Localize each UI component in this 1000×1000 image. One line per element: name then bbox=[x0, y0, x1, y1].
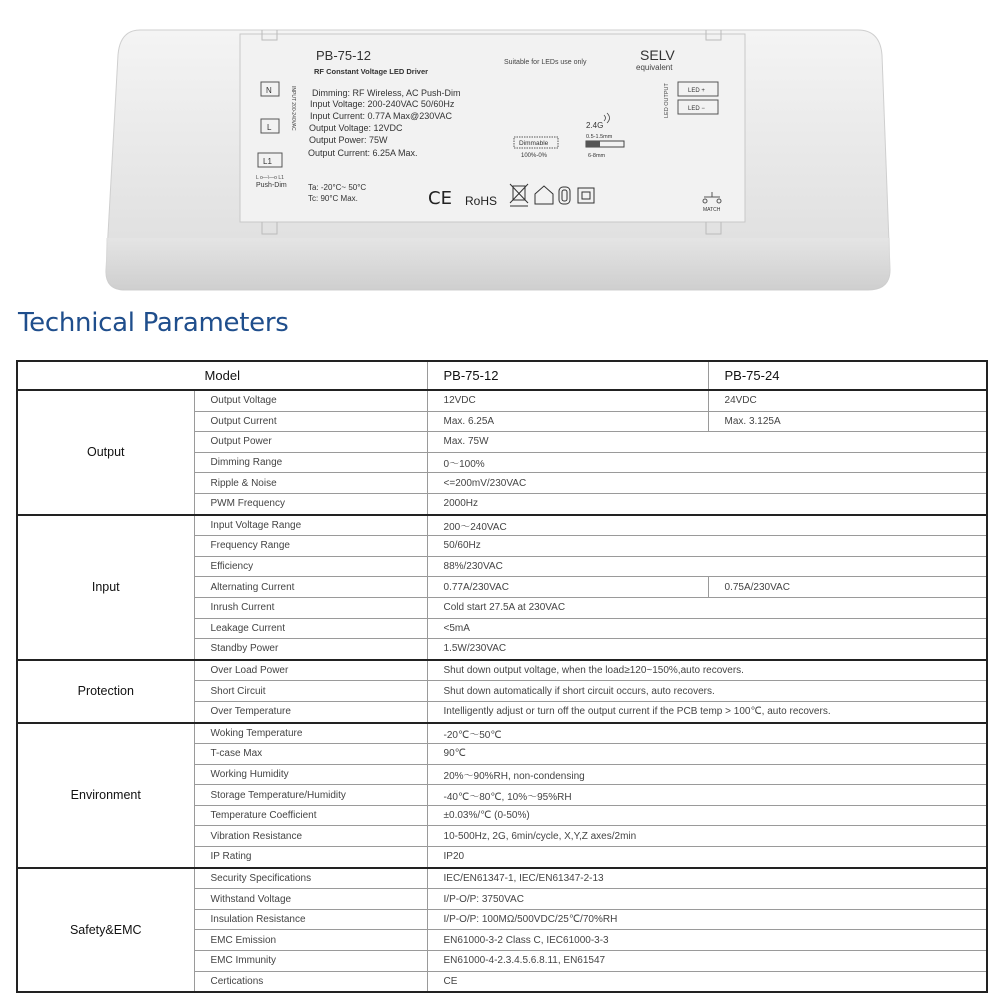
parameter-value: EN61000-3-2 Class C, IEC61000-3-3 bbox=[427, 930, 987, 951]
photo-input-label: INPUT 200-240VAC bbox=[290, 86, 296, 131]
header-col-b: PB-75-24 bbox=[708, 361, 987, 390]
photo-temp-1: Ta: -20°C~ 50°C bbox=[308, 183, 367, 192]
parameter-name: PWM Frequency bbox=[194, 493, 427, 514]
photo-led-output: LED OUTPUT bbox=[664, 83, 670, 118]
parameter-value: 2000Hz bbox=[427, 493, 987, 514]
parameter-value: I/P-O/P: 100MΩ/500VDC/25℃/70%RH bbox=[427, 909, 987, 930]
parameter-name: Over Temperature bbox=[194, 701, 427, 722]
parameter-name: T-case Max bbox=[194, 744, 427, 765]
parameter-name: Woking Temperature bbox=[194, 723, 427, 744]
section-group-label: Output bbox=[17, 390, 194, 515]
photo-spec-3: Input Current: 0.77A Max@230VAC bbox=[310, 111, 453, 121]
parameter-value: IEC/EN61347-1, IEC/EN61347-2-13 bbox=[427, 868, 987, 889]
parameter-name: IP Rating bbox=[194, 847, 427, 868]
parameter-value: Shut down automatically if short circuit occurs, auto recovers. bbox=[427, 681, 987, 702]
parameter-value: 1.5W/230VAC bbox=[427, 639, 987, 660]
parameter-value: 20%～90%RH, non-condensing bbox=[427, 764, 987, 785]
photo-led-minus: LED − bbox=[688, 106, 705, 112]
section-group-label: Safety&EMC bbox=[17, 868, 194, 993]
parameter-name: Short Circuit bbox=[194, 681, 427, 702]
parameter-name: Leakage Current bbox=[194, 618, 427, 639]
parameter-name: Ripple & Noise bbox=[194, 473, 427, 494]
ce-mark-icon: CE bbox=[428, 188, 452, 209]
photo-match: MATCH bbox=[703, 207, 721, 213]
parameter-name: Security Specifications bbox=[194, 868, 427, 889]
photo-freq: 2.4G bbox=[586, 121, 604, 130]
parameter-value: 0～100% bbox=[427, 452, 987, 473]
header-model: Model bbox=[17, 361, 427, 390]
parameter-value: Max. 6.25A bbox=[427, 411, 708, 432]
parameter-name: EMC Emission bbox=[194, 930, 427, 951]
parameter-value: 88%/230VAC bbox=[427, 556, 987, 577]
parameter-name: Working Humidity bbox=[194, 764, 427, 785]
parameter-value: 200～240VAC bbox=[427, 515, 987, 536]
table-row bbox=[17, 515, 987, 536]
photo-dimmable: Dimmable bbox=[519, 140, 549, 147]
parameter-value: ±0.03%/℃ (0-50%) bbox=[427, 805, 987, 826]
parameter-value: -40℃～80℃, 10%～95%RH bbox=[427, 785, 987, 806]
photo-temp-2: Tc: 90°C Max. bbox=[308, 194, 358, 203]
photo-suitable: Suitable for LEDs use only bbox=[504, 59, 587, 66]
parameter-name: Output Power bbox=[194, 432, 427, 453]
parameter-name: Input Voltage Range bbox=[194, 515, 427, 536]
terminal-n: N bbox=[266, 86, 272, 95]
photo-wire-2: 6-8mm bbox=[588, 153, 606, 159]
parameter-value: CE bbox=[427, 971, 987, 992]
parameter-value: IP20 bbox=[427, 847, 987, 868]
photo-spec-4: Output Voltage: 12VDC bbox=[309, 123, 403, 133]
parameter-value: 0.77A/230VAC bbox=[427, 577, 708, 598]
parameter-name: Temperature Coefficient bbox=[194, 805, 427, 826]
photo-model: PB-75-12 bbox=[316, 48, 371, 63]
parameter-name: Certications bbox=[194, 971, 427, 992]
header-col-a: PB-75-12 bbox=[427, 361, 708, 390]
table-row bbox=[17, 868, 987, 889]
parameter-name: Frequency Range bbox=[194, 536, 427, 557]
photo-rohs: RoHS bbox=[465, 194, 498, 208]
parameter-name: Vibration Resistance bbox=[194, 826, 427, 847]
section-group-label: Environment bbox=[17, 723, 194, 868]
photo-pushdim-small: L o—\—o L1 bbox=[256, 175, 284, 181]
terminal-l1: L1 bbox=[263, 157, 272, 166]
section-group-label: Protection bbox=[17, 660, 194, 723]
parameter-name: EMC Immunity bbox=[194, 951, 427, 972]
parameter-value: Shut down output voltage, when the load≥120~150%,auto recovers. bbox=[427, 660, 987, 681]
parameter-name: Efficiency bbox=[194, 556, 427, 577]
parameter-name: Over Load Power bbox=[194, 660, 427, 681]
parameter-value: 90℃ bbox=[427, 744, 987, 765]
parameter-value: 12VDC bbox=[427, 390, 708, 411]
parameter-name: Alternating Current bbox=[194, 577, 427, 598]
photo-wire-1: 0.5-1.5mm bbox=[586, 134, 613, 140]
parameter-value: Intelligently adjust or turn off the output current if the PCB temp > 100℃, auto recovers. bbox=[427, 701, 987, 722]
parameter-value: 50/60Hz bbox=[427, 536, 987, 557]
parameter-value: -20℃～50℃ bbox=[427, 723, 987, 744]
parameter-value: 10-500Hz, 2G, 6min/cycle, X,Y,Z axes/2min bbox=[427, 826, 987, 847]
photo-led-plus: LED + bbox=[688, 88, 705, 94]
parameter-value-b: 24VDC bbox=[708, 390, 987, 411]
parameter-value-b: 0.75A/230VAC bbox=[708, 577, 987, 598]
photo-subtitle: RF Constant Voltage LED Driver bbox=[314, 67, 429, 76]
photo-selv-sub: equivalent bbox=[636, 63, 673, 72]
table-row bbox=[17, 390, 987, 411]
parameter-value: Max. 75W bbox=[427, 432, 987, 453]
table-row bbox=[17, 660, 987, 681]
parameter-name: Insulation Resistance bbox=[194, 909, 427, 930]
parameter-name: Dimming Range bbox=[194, 452, 427, 473]
page-title: Technical Parameters bbox=[18, 308, 289, 338]
parameter-name: Output Current bbox=[194, 411, 427, 432]
parameter-name: Output Voltage bbox=[194, 390, 427, 411]
photo-spec-1: Dimming: RF Wireless, AC Push-Dim bbox=[312, 88, 461, 98]
parameter-value: EN61000-4-2.3.4.5.6.8.11, EN61547 bbox=[427, 951, 987, 972]
photo-spec-5: Output Power: 75W bbox=[309, 135, 388, 145]
parameter-name: Inrush Current bbox=[194, 597, 427, 618]
photo-selv: SELV bbox=[640, 47, 675, 63]
table-row bbox=[17, 723, 987, 744]
photo-spec-2: Input Voltage: 200-240VAC 50/60Hz bbox=[310, 99, 455, 109]
photo-pushdim: Push-Dim bbox=[256, 182, 287, 189]
photo-dimmable-range: 100%-0% bbox=[521, 153, 548, 159]
parameter-name: Withstand Voltage bbox=[194, 889, 427, 910]
parameter-value: I/P-O/P: 3750VAC bbox=[427, 889, 987, 910]
parameter-value: <5mA bbox=[427, 618, 987, 639]
product-photo bbox=[0, 0, 1000, 300]
section-group-label: Input bbox=[17, 515, 194, 660]
table-header-row bbox=[17, 361, 987, 390]
parameter-value-b: Max. 3.125A bbox=[708, 411, 987, 432]
technical-parameters-table bbox=[16, 360, 988, 993]
parameter-name: Storage Temperature/Humidity bbox=[194, 785, 427, 806]
parameter-name: Standby Power bbox=[194, 639, 427, 660]
parameter-value: Cold start 27.5A at 230VAC bbox=[427, 597, 987, 618]
terminal-l: L bbox=[267, 123, 272, 132]
photo-spec-6: Output Current: 6.25A Max. bbox=[308, 148, 418, 158]
parameter-value: <=200mV/230VAC bbox=[427, 473, 987, 494]
